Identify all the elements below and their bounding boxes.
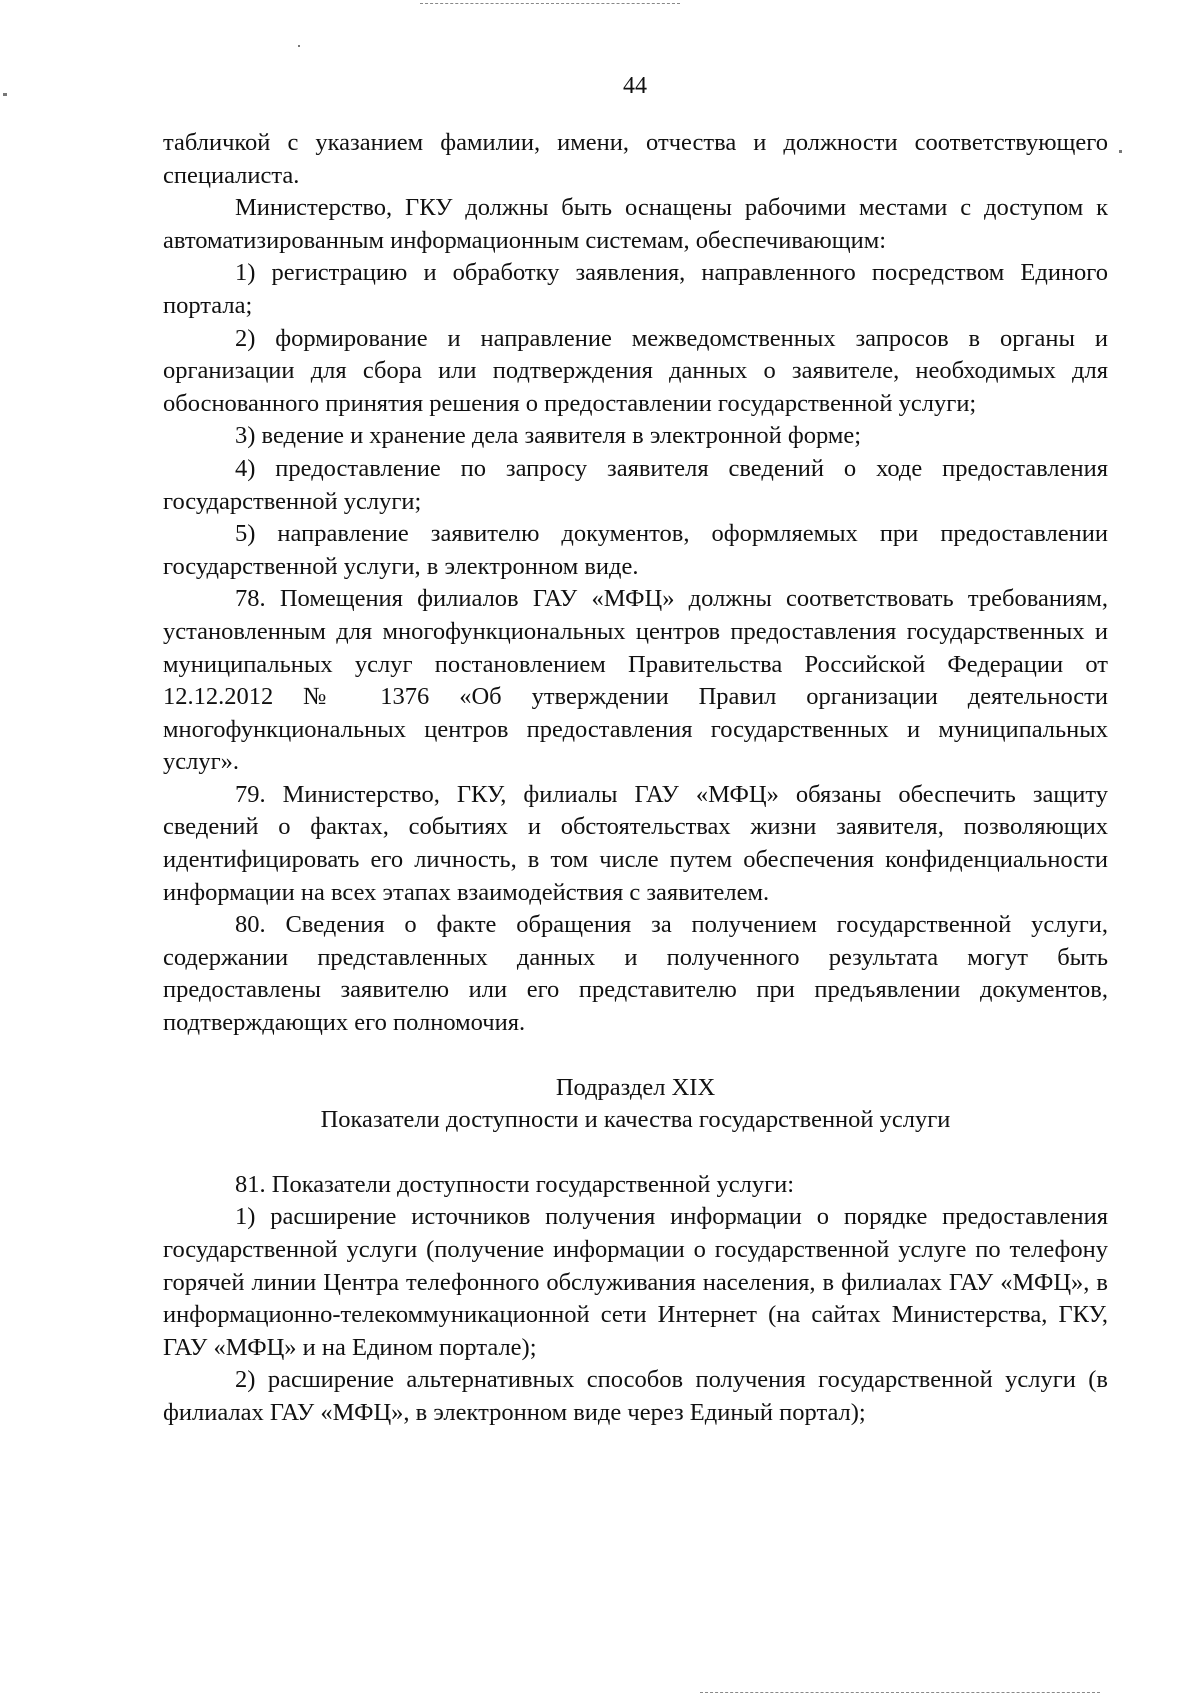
paragraph-continuation: табличкой с указанием фамилии, имени, отчества и должности соответствующего специалиста. <box>163 129 1108 189</box>
list-item-5: 5) направление заявителю документов, оформляемых при предоставлении государственной услуги, в электронном виде. <box>163 520 1108 580</box>
indicator-item-2: 2) расширение альтернативных способов получения государственной услуги (в филиалах ГАУ «МФЦ», в электронном виде через Единый портал); <box>163 1366 1108 1426</box>
paragraph-81: 81. Показатели доступности государственной услуги: <box>235 1170 795 1198</box>
paragraph-79: 79. Министерство, ГКУ, филиалы ГАУ «МФЦ» обязаны обеспечить защиту сведений о фактах, событиях и обстоятельствах жизни заявителя, позволяющих идентифицировать его личность, в том числе путем обеспечения конфиденциальности информации на всех этапах взаимодействия с заявителем. <box>163 780 1108 906</box>
scan-bottom-edge <box>700 1692 1100 1694</box>
indicator-item-1: 1) расширение источников получения информации о порядке предоставления государственной услуги (получение информации о государственной услуге по телефону горячей линии Центра телефонного обслуживания населения, в филиалах ГАУ «МФЦ», в информационно-телекоммуникационной сети Интернет (на сайтах Министерства, ГКУ, ГАУ «МФЦ» и на Едином портале); <box>163 1203 1108 1361</box>
paragraph-80: 80. Сведения о факте обращения за получением государственной услуги, содержании представленных данных и полученного результата могут быть предоставлены заявителю или его представителю при предъявлении документов, подтверждающих его полномочия. <box>163 911 1108 1037</box>
scan-speck <box>298 45 300 47</box>
list-item-4: 4) предоставление по запросу заявителя сведений о ходе предоставления государственной услуги; <box>163 454 1108 515</box>
list-item-1: 1) регистрацию и обработку заявления, направленного посредством Единого портала; <box>163 259 1108 319</box>
paragraph-78: 78. Помещения филиалов ГАУ «МФЦ» должны соответствовать требованиям, установленным для многофункциональных центров предоставления государственных и муниципальных услуг постановлением Правительства Российской Федерации от 12.12.2012 № 1376 «Об утверждении Правил организации деятельности многофункциональных центров предоставления государственных и муниципальных услуг». <box>163 585 1108 776</box>
scan-speck <box>1119 150 1122 153</box>
list-item-2: 2) формирование и направление межведомственных запросов в органы и организации для сбора или подтверждения данных о заявителе, необходимых для обоснованного принятия решения о предоставлении государственной услуги; <box>163 324 1108 417</box>
subsection-heading <box>163 1072 1108 1137</box>
subsection-subtitle: Показатели доступности и качества государственной услуги <box>320 1106 951 1134</box>
document-body <box>163 127 1108 1430</box>
scan-top-edge <box>420 3 680 5</box>
paragraph-equipment: Министерство, ГКУ должны быть оснащены рабочими местами с доступом к автоматизированным информационным системам, обеспечивающим: <box>163 194 1108 254</box>
subsection-title: Подраздел XIX <box>555 1073 716 1101</box>
list-item-3: 3) ведение и хранение дела заявителя в электронной форме; <box>235 422 862 450</box>
page-number: 44 <box>623 73 647 99</box>
